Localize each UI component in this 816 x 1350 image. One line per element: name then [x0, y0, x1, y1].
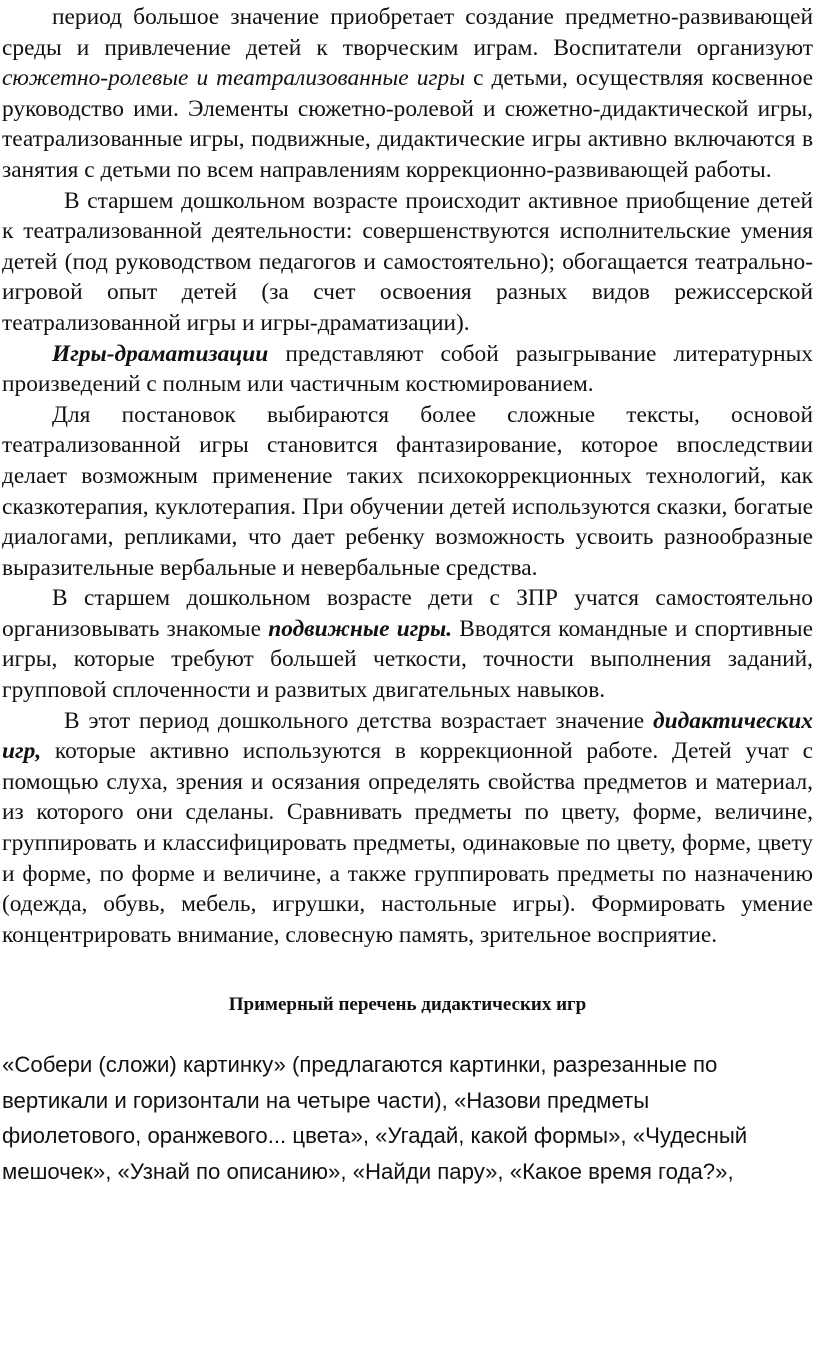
- section-heading: Примерный перечень дидактических игр: [228, 994, 587, 1016]
- paragraph-1-italic-phrase: сюжетно-ролевые и театрализованные игры: [2, 65, 466, 92]
- paragraph-6-text-a: В этот период дошкольного детства возрастает значение: [64, 707, 654, 734]
- games-list-paragraph: «Собери (сложи) картинку» (предлагаются картинки, разрезанные по вертикали и горизонтали на четыре части), «Назови предметы фиолетового, оранжевого... цвета», «Угадай, какой формы», «Чудесный мешочек», «Узнай по описанию», «Найди пару», «Какое время года?»,: [2, 1052, 748, 1184]
- paragraph-3-term: Игры-драматизации: [52, 340, 269, 367]
- paragraph-2: В старшем дошкольном возрасте происходит активное приобщение детей к театрализованной деятельности: совершенствуются исполнительские умения детей (под руководством педагогов и самостоятельно); обогащается театрально-игровой опыт детей (за счет освоения разных видов режиссерской театрализованной игры и игры-драматизации).: [2, 187, 813, 336]
- paragraph-5-term: подвижные игры.: [268, 615, 453, 642]
- paragraph-1: [2, 2, 813, 186]
- paragraph-1-text-c: с детьми, осуществляя косвенное руководство ими. Элементы сюжетно-ролевой и сюжетно-дидактической игры, театрализованные игры, подвижные, дидактические игры активно включаются в занятия с детьми по всем направлениям коррекционно-развивающей работы.: [2, 65, 814, 183]
- paragraph-1-text-a: период большое значение приобретает создание предметно-развивающей среды и привлечение детей к творческим играм. Воспитатели организуют: [2, 4, 813, 61]
- paragraph-6: [2, 706, 813, 951]
- paragraph-3: [2, 339, 813, 400]
- paragraph-5-text-c: Вводятся командные и спортивные игры, которые требуют большей четкости, точности выполнения заданий, групповой сплоченности и развитых двигательных навыков.: [2, 615, 813, 704]
- paragraph-6-text-c: которые активно используются в коррекционной работе. Детей учат с помощью слуха, зрения и осязания определять свойства предметов и материал, из которого они сделаны. Сравнивать предметы по цвету, форме, величине, группировать и классифицировать предметы, одинаковые по цвету, форме, цвету и форме, по форме и величине, а также группировать предметы по назначению (одежда, обувь, мебель, игрушки, настольные игры). Формировать умение концентрировать внимание, словесную память, зрительное восприятие.: [2, 738, 813, 948]
- paragraph-5-text-a: В старшем дошкольном возрасте дети с ЗПР учатся самостоятельно организовывать знакомые: [2, 585, 813, 642]
- paragraph-5: [2, 583, 813, 705]
- paragraph-4: Для постановок выбираются более сложные тексты, основой театрализованной игры становится фантазирование, которое впоследствии делает возможным применение таких психокоррекционных технологий, как сказкотерапия, куклотерапия. При обучении детей используются сказки, богатые диалогами, репликами, что дает ребенку возможность усвоить разнообразные выразительные вербальные и невербальные средства.: [2, 401, 813, 581]
- paragraph-6-term: дидактических игр,: [2, 707, 813, 765]
- paragraph-3-text: представляют собой разыгрывание литературных произведений с полным или частичным костюмированием.: [2, 340, 813, 398]
